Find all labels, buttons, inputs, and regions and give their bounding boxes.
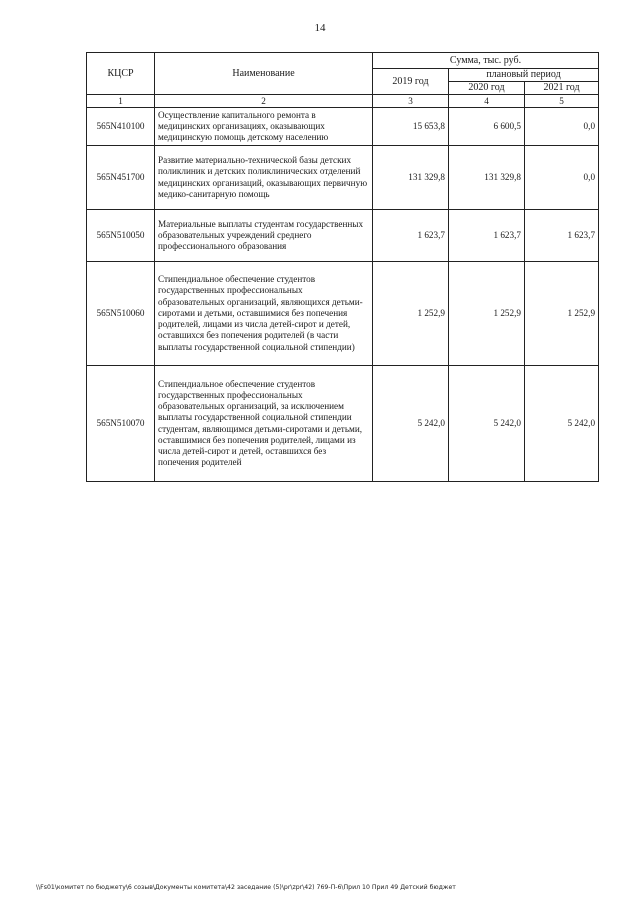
row-code: 565N510050 — [87, 210, 155, 262]
header-name: Наименование — [155, 53, 373, 95]
row-name: Материальные выплаты студентам государственных образовательных учреждений среднего профессионального образования — [155, 210, 373, 262]
header-planned-period: плановый период — [449, 69, 599, 82]
row-value-2020: 1 252,9 — [449, 262, 525, 366]
table-row — [87, 146, 599, 210]
row-code: 565N510070 — [87, 366, 155, 482]
row-value-2021: 0,0 — [525, 108, 599, 146]
row-value-2021: 1 623,7 — [525, 210, 599, 262]
header-kcsr: КЦСР — [87, 53, 155, 95]
row-value-2020: 131 329,8 — [449, 146, 525, 210]
header-year-2019: 2019 год — [373, 69, 449, 95]
column-index: 4 — [449, 95, 525, 108]
row-name: Развитие материально-технической базы детских поликлиник и детских поликлинических отделений медицинских организаций, оказывающих первичную медико-санитарную помощь — [155, 146, 373, 210]
header-sum: Сумма, тыс. руб. — [373, 53, 599, 69]
row-code: 565N451700 — [87, 146, 155, 210]
row-value-2021: 0,0 — [525, 146, 599, 210]
row-value-2020: 1 623,7 — [449, 210, 525, 262]
row-value-2019: 1 252,9 — [373, 262, 449, 366]
page-number: 14 — [314, 22, 326, 34]
budget-table — [86, 52, 599, 482]
row-value-2019: 5 242,0 — [373, 366, 449, 482]
row-value-2020: 5 242,0 — [449, 366, 525, 482]
column-index: 1 — [87, 95, 155, 108]
row-value-2019: 1 623,7 — [373, 210, 449, 262]
column-index-row — [87, 95, 599, 108]
row-value-2021: 1 252,9 — [525, 262, 599, 366]
table-row — [87, 108, 599, 146]
row-value-2021: 5 242,0 — [525, 366, 599, 482]
row-value-2019: 131 329,8 — [373, 146, 449, 210]
header-year-2021: 2021 год — [525, 82, 599, 95]
table-row — [87, 366, 599, 482]
row-name: Осуществление капитального ремонта в медицинских организациях, оказывающих медицинскую помощь детскому населению — [155, 108, 373, 146]
column-index: 2 — [155, 95, 373, 108]
row-value-2019: 15 653,8 — [373, 108, 449, 146]
table-row — [87, 210, 599, 262]
row-name: Стипендиальное обеспечение студентов государственных профессиональных образовательных организаций, являющихся детьми-сиротами и детьми, оставшимися без попечения родителей, лицами из числа детей-сирот и детей, оставшихся без попечения родителей (в части выплаты государственной социальной стипендии) — [155, 262, 373, 366]
footer-file-path: \\Fs01\комитет по бюджету\6 созыв\Документы комитета\42 заседание (5)\pr\zpr\42) 769-П-6\Прил 10 Прил 49 Детский бюджет — [36, 884, 456, 891]
table-row — [87, 262, 599, 366]
row-code: 565N410100 — [87, 108, 155, 146]
row-name: Стипендиальное обеспечение студентов государственных профессиональных образовательных организаций, за исключением выплаты государственной социальной стипендии студентам, являющимся детьми-сиротами и детьми, оставшимися без попечения родителей, лицами из числа детей-сирот и детей, оставшихся без попечения родителей — [155, 366, 373, 482]
row-code: 565N510060 — [87, 262, 155, 366]
header-year-2020: 2020 год — [449, 82, 525, 95]
row-value-2020: 6 600,5 — [449, 108, 525, 146]
column-index: 3 — [373, 95, 449, 108]
column-index: 5 — [525, 95, 599, 108]
